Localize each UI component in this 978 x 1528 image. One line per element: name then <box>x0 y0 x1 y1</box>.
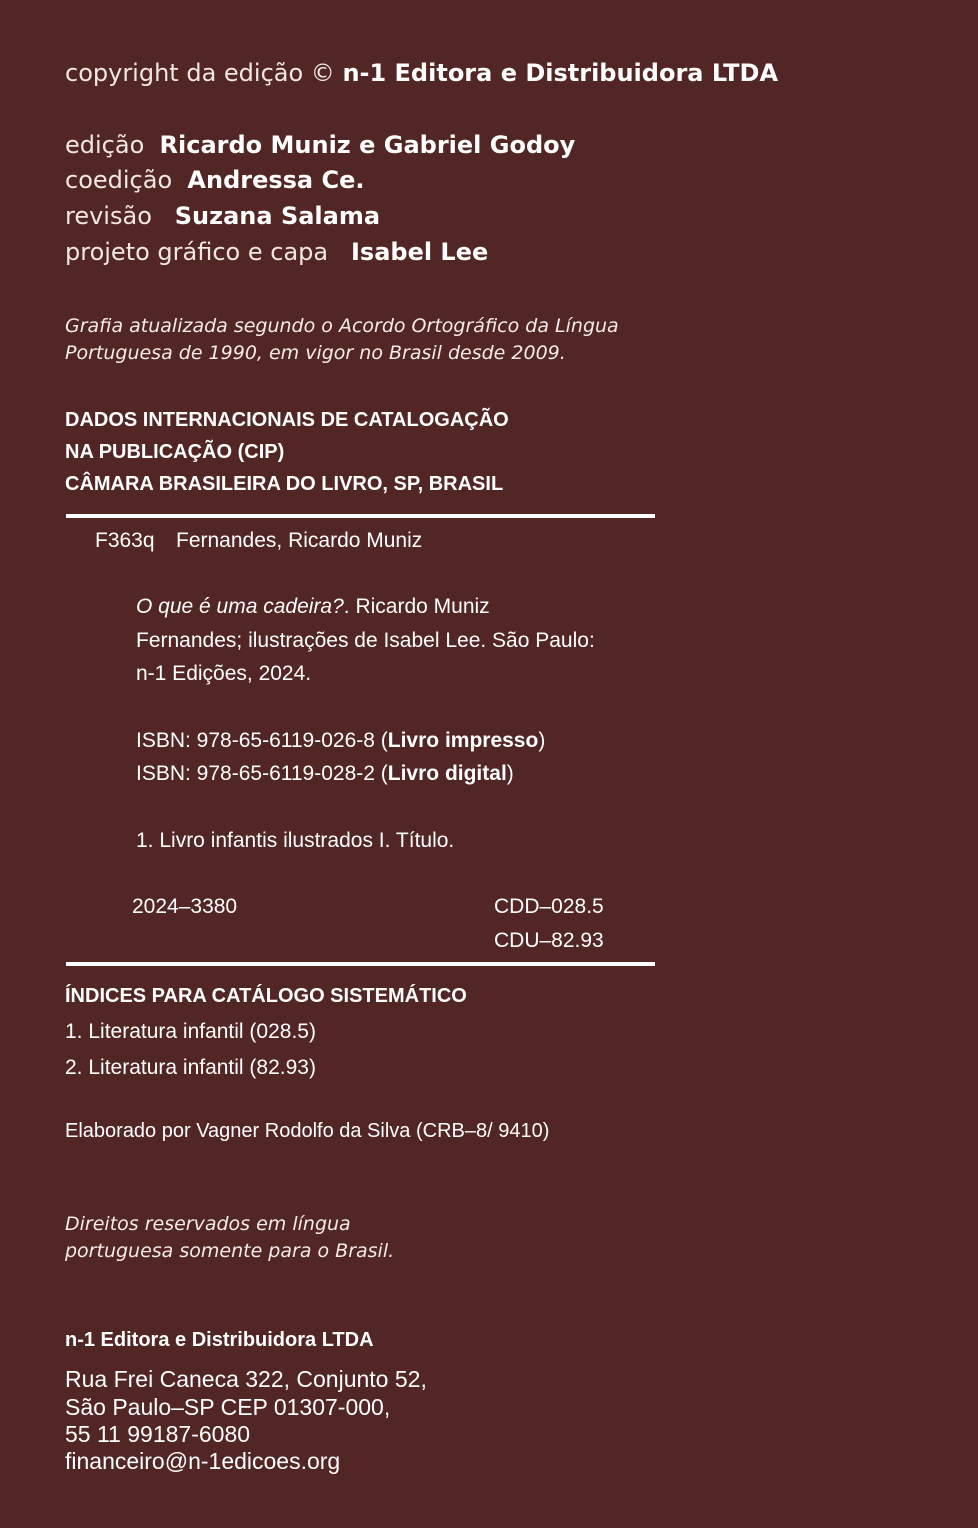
orthography-note-line-1: Grafia atualizada segundo o Acordo Ortográfico da Língua <box>65 315 619 337</box>
cdd-number: CDD–028.5 <box>494 895 604 918</box>
control-number: 2024–3380 <box>132 895 238 918</box>
copyright-line <box>65 58 778 88</box>
index-title: ÍNDICES PARA CATÁLOGO SISTEMÁTICO <box>65 985 467 1007</box>
credit-name: Suzana Salama <box>174 202 381 230</box>
credit-role: projeto gráfico e capa <box>65 238 329 266</box>
isbn-digital <box>136 757 514 790</box>
cip-header-line-3: CÂMARA BRASILEIRA DO LIVRO, SP, BRASIL <box>65 473 504 495</box>
isbn-print <box>136 724 545 757</box>
cip-header-line-1: DADOS INTERNACIONAIS DE CATALOGAÇÃO <box>65 409 509 431</box>
card-title-line <box>136 590 490 623</box>
book-title-rest: . Ricardo Muniz <box>343 595 490 618</box>
card-description-line-1: Fernandes; ilustrações de Isabel Lee. São Paulo: <box>136 629 595 652</box>
credit-role: coedição <box>65 166 173 194</box>
isbn-prefix: ISBN: 978-65-6119-028-2 ( <box>136 762 388 785</box>
rights-note-line-1: Direitos reservados em língua <box>65 1213 351 1235</box>
cdu-number: CDU–82.93 <box>494 929 604 952</box>
publisher-name: n-1 Editora e Distribuidora LTDA <box>65 1329 374 1351</box>
credit-coedicao <box>65 165 365 195</box>
isbn-format: Livro digital <box>387 762 507 785</box>
card-author: Fernandes, Ricardo Muniz <box>176 529 423 552</box>
copyright-prefix: copyright da edição © <box>65 59 335 87</box>
cip-header-line-2: NA PUBLICAÇÃO (CIP) <box>65 441 285 463</box>
card-description-line-2: n-1 Edições, 2024. <box>136 662 312 685</box>
credit-revisao <box>65 201 380 231</box>
isbn-format: Livro impresso <box>387 729 539 752</box>
rights-note-line-2: portuguesa somente para o Brasil. <box>65 1240 395 1262</box>
publisher-address-line: São Paulo–SP CEP 01307-000, <box>65 1394 391 1420</box>
copyright-holder: n-1 Editora e Distribuidora LTDA <box>342 59 779 87</box>
call-number: F363q <box>95 529 155 552</box>
isbn-prefix: ISBN: 978-65-6119-026-8 ( <box>136 729 388 752</box>
publisher-email[interactable]: financeiro@n-1edicoes.org <box>65 1448 341 1474</box>
isbn-suffix: ) <box>538 729 546 752</box>
index-item: 2. Literatura infantil (82.93) <box>65 1056 316 1079</box>
credit-edicao <box>65 130 575 160</box>
card-subjects: 1. Livro infantis ilustrados I. Título. <box>136 829 455 852</box>
credit-role: edição <box>65 131 145 159</box>
book-title: O que é uma cadeira? <box>136 595 344 618</box>
publisher-address-line: Rua Frei Caneca 322, Conjunto 52, <box>65 1366 427 1392</box>
catalog-card-bottom-rule <box>66 962 655 966</box>
credit-projeto <box>65 237 488 267</box>
catalog-card-top-rule <box>66 514 655 518</box>
credit-name: Isabel Lee <box>350 238 489 266</box>
index-item: 1. Literatura infantil (028.5) <box>65 1020 316 1043</box>
credit-role: revisão <box>65 202 152 230</box>
isbn-suffix: ) <box>506 762 514 785</box>
prepared-by: Elaborado por Vagner Rodolfo da Silva (CRB–8/ 9410) <box>65 1120 550 1142</box>
credit-name: Ricardo Muniz e Gabriel Godoy <box>159 131 576 159</box>
orthography-note-line-2: Portuguesa de 1990, em vigor no Brasil desde 2009. <box>65 342 566 364</box>
credit-name: Andressa Ce. <box>187 166 365 194</box>
publisher-phone: 55 11 99187-6080 <box>65 1421 251 1447</box>
